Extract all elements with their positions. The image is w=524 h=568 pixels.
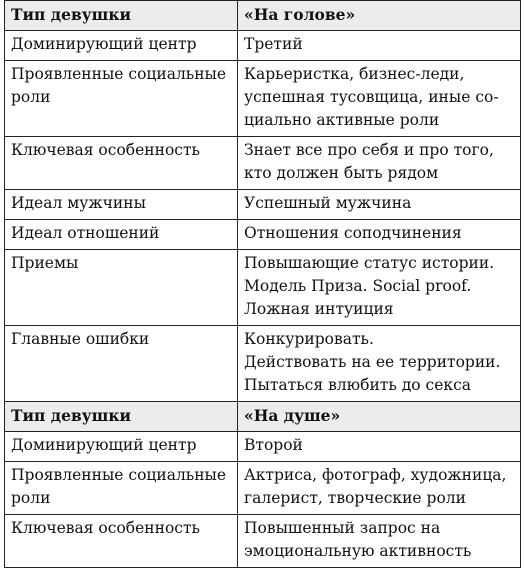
row-value: Карьеристка, бизнес-леди, успешная тусовщица, иные со- циально активные роли [238,61,521,137]
table-row [5,250,521,326]
row-value: Конкурировать. Действовать на ее территории. Пытаться влюбить до секса [238,326,521,402]
row-value: Повышающие статус истории. Модель Приза. Social proof. Ложная интуиция [238,250,521,326]
row-label: Проявленные социальные роли [5,462,238,515]
row-label: Идеал мужчины [5,190,238,220]
row-label: Идеал отношений [5,220,238,250]
table-row [5,31,521,61]
row-label: Доминирующий центр [5,31,238,61]
row-label: Доминирующий центр [5,432,238,462]
row-label: Ключевая особенность [5,137,238,190]
row-label: Проявленные социальные роли [5,61,238,137]
type-header-label: Тип девушки [5,1,238,31]
row-value: Отношения соподчинения [238,220,521,250]
table-row [5,432,521,462]
type-header-row [5,1,521,31]
table-row [5,61,521,137]
table-row [5,515,521,568]
girl-types-table [4,0,521,568]
row-value: Актриса, фотограф, художница, галерист, творческие роли [238,462,521,515]
type-header-row [5,402,521,432]
type-header-value: «На душе» [238,402,521,432]
type-header-label: Тип девушки [5,402,238,432]
table-row [5,190,521,220]
row-value: Третий [238,31,521,61]
table-row [5,137,521,190]
table-row [5,326,521,402]
table-row [5,220,521,250]
row-label: Главные ошибки [5,326,238,402]
row-value: Второй [238,432,521,462]
row-value: Повышенный запрос на эмоциональную активность [238,515,521,568]
row-value: Знает все про себя и про того, кто должен быть рядом [238,137,521,190]
table-body [5,1,521,568]
row-value: Успешный мужчина [238,190,521,220]
row-label: Ключевая особенность [5,515,238,568]
row-label: Приемы [5,250,238,326]
type-header-value: «На голове» [238,1,521,31]
table-row [5,462,521,515]
